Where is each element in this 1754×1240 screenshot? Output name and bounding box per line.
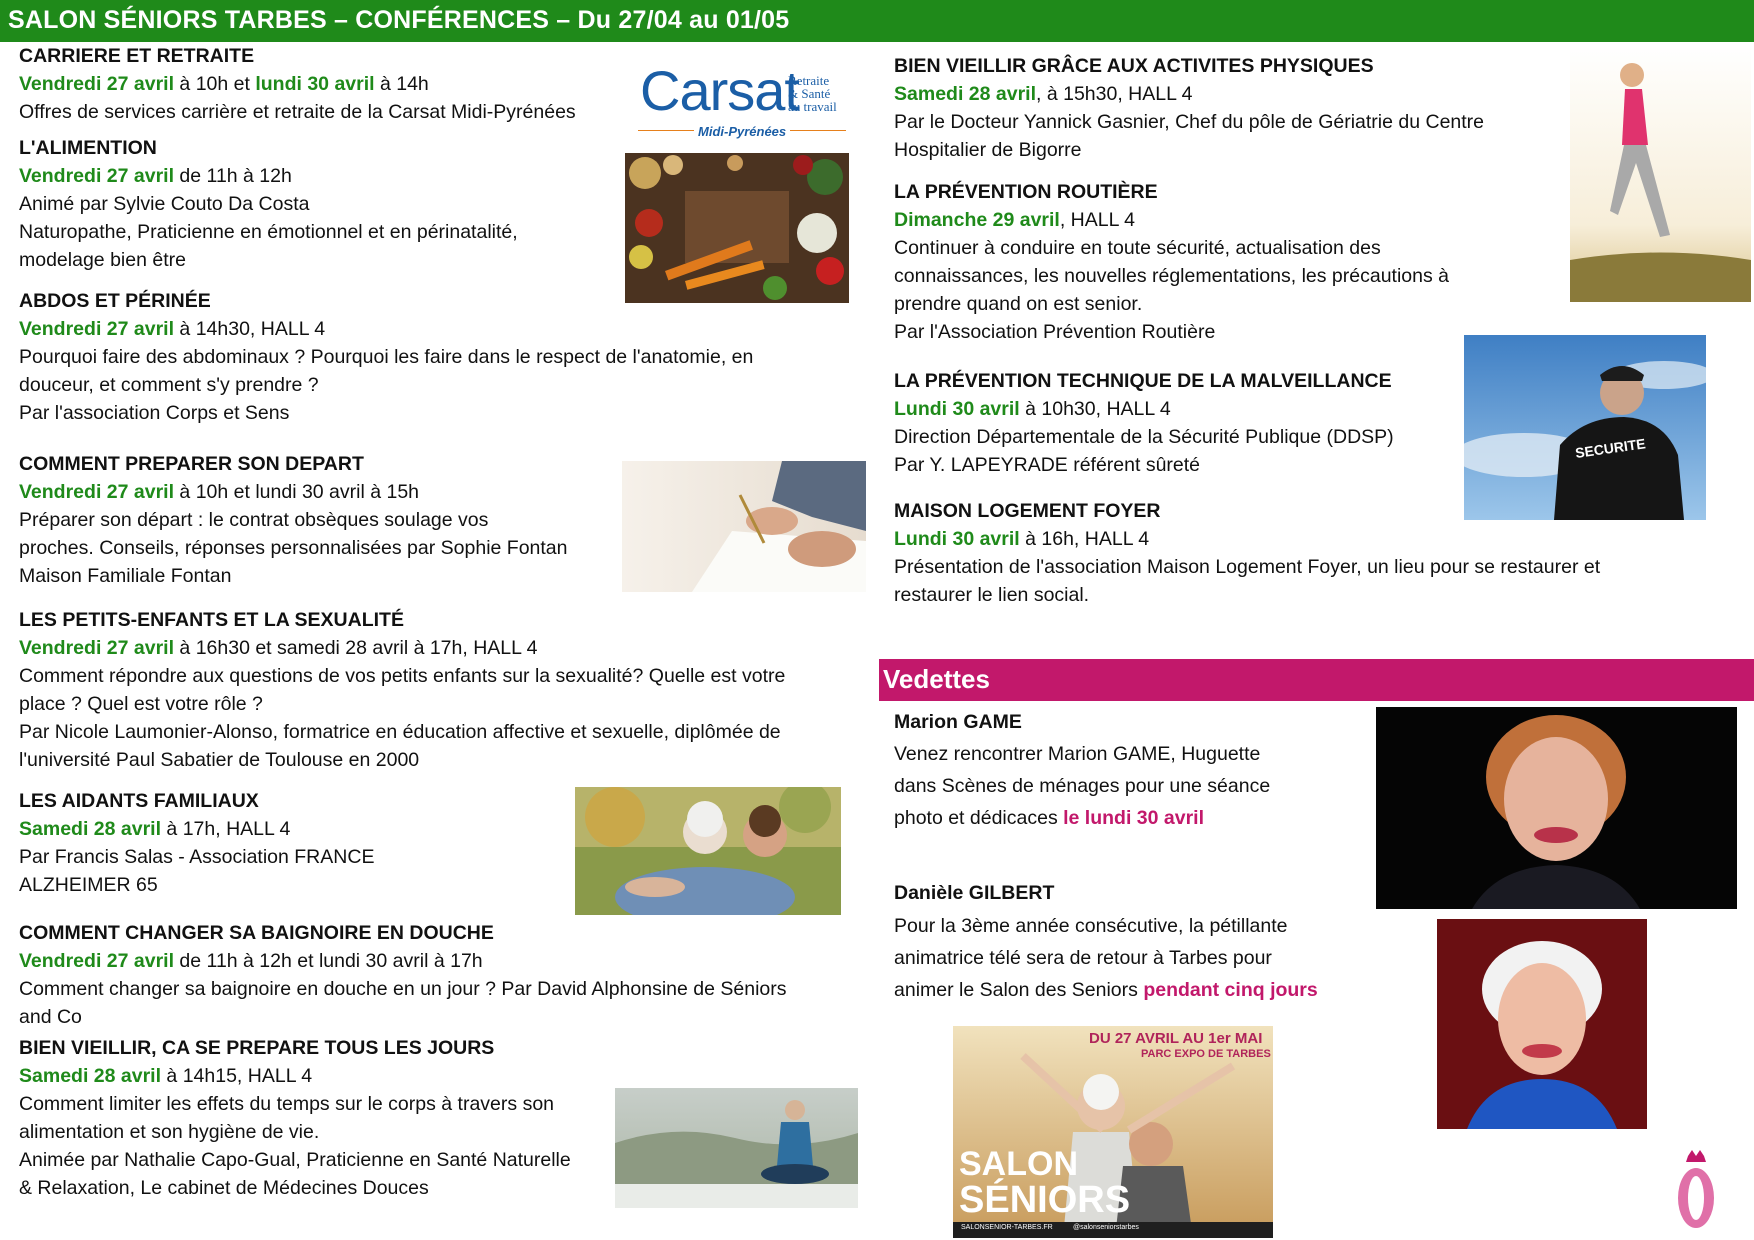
daniele-line2: animatrice télé sera de retour à Tarbes pour [894,947,1272,969]
yoga-photo [615,1088,858,1208]
daniele-line3: animer le Salon des Seniors pendant cinq jours [894,979,1318,1001]
maison-line1: Présentation de l'association Maison Logement Foyer, un lieu pour se restaurer et [894,556,1601,578]
carsat-logo: Carsat Retraite & Santé au travail Midi-Pyrénées [638,64,846,144]
vieillir-title: BIEN VIEILLIR, CA SE PREPARE TOUS LES JOURS [19,1037,495,1059]
malveillance-line1: Direction Départementale de la Sécurité Publique (DDSP) [894,426,1394,448]
marion-line1: Venez rencontrer Marion GAME, Huguette [894,743,1261,765]
baignoire-title: COMMENT CHANGER SA BAIGNOIRE EN DOUCHE [19,922,494,944]
baignoire-date: Vendredi 27 avril de 11h à 12h et lundi 30 avril à 17h [19,950,483,972]
depart-title: COMMENT PREPARER SON DEPART [19,453,364,475]
maison-title: MAISON LOGEMENT FOYER [894,500,1161,522]
alimentation-line1: Animé par Sylvie Couto Da Costa [19,193,310,215]
abdos-date: Vendredi 27 avril à 14h30, HALL 4 [19,318,326,340]
alimentation-date: Vendredi 27 avril de 11h à 12h [19,165,292,187]
petits-date: Vendredi 27 avril à 16h30 et samedi 28 avril à 17h, HALL 4 [19,637,538,659]
abdos-line1: Pourquoi faire des abdominaux ? Pourquoi les faire dans le respect de l'anatomie, en [19,346,754,368]
abdos-line2: douceur, et comment s'y prendre ? [19,374,319,396]
petits-line4: l'université Paul Sabatier de Toulouse en 2000 [19,749,420,771]
routiere-title: LA PRÉVENTION ROUTIÈRE [894,181,1158,203]
security-photo [1464,335,1706,520]
vieillir-line1: Comment limiter les effets du temps sur le corps à travers son [19,1093,555,1115]
routiere-line4: Par l'Association Prévention Routière [894,321,1216,343]
depart-line1: Préparer son départ : le contrat obsèques soulage vos [19,509,489,531]
activites-date: Samedi 28 avril, à 15h30, HALL 4 [894,83,1193,105]
vieillir-line3: Animée par Nathalie Capo-Gual, Praticienne en Santé Naturelle [19,1149,571,1171]
daniele-line1: Pour la 3ème année consécutive, la pétillante [894,915,1288,937]
petits-line3: Par Nicole Laumonier-Alonso, formatrice en éducation affective et sexuelle, diplômée de [19,721,781,743]
daniele-name: Danièle GILBERT [894,882,1055,904]
routiere-date: Dimanche 29 avril, HALL 4 [894,209,1135,231]
daniele-photo [1437,919,1647,1129]
alimentation-line2: Naturopathe, Praticienne en émotionnel et en périnatalité, [19,221,518,243]
maison-line2: restaurer le lien social. [894,584,1090,606]
vieillir-date: Samedi 28 avril à 14h15, HALL 4 [19,1065,313,1087]
abdos-title: ABDOS ET PÉRINÉE [19,290,211,312]
marion-name: Marion GAME [894,711,1022,733]
runner-photo [1570,45,1751,302]
aidants-date: Samedi 28 avril à 17h, HALL 4 [19,818,291,840]
activites-line1: Par le Docteur Yannick Gasnier, Chef du pôle de Gériatrie du Centre [894,111,1485,133]
routiere-line1: Continuer à conduire en toute sécurité, actualisation des [894,237,1381,259]
carriere-title: CARRIERE ET RETRAITE [19,45,255,67]
depart-date: Vendredi 27 avril à 10h et lundi 30 avril à 15h [19,481,420,503]
svg-text:SECURITE: SECURITE [1574,435,1647,461]
alimentation-title: L'ALIMENTION [19,137,157,159]
activites-title: BIEN VIEILLIR GRÂCE AUX ACTIVITES PHYSIQUES [894,55,1374,77]
aidants-title: LES AIDANTS FAMILIAUX [19,790,259,812]
aidants-line1: Par Francis Salas - Association FRANCE [19,846,375,868]
vedettes-title: Vedettes [883,664,990,694]
vedettes-header [879,659,1754,701]
page-title: SALON SÉNIORS TARBES – CONFÉRENCES – Du 27/04 au 01/05 [8,6,790,34]
vieillir-line4: & Relaxation, Le cabinet de Médecines Douces [19,1177,429,1199]
carriere-date: Vendredi 27 avril à 10h et lundi 30 avril à 14h [19,73,429,95]
aidants-line2: ALZHEIMER 65 [19,874,158,896]
routiere-line3: prendre quand on est senior. [894,293,1143,315]
header-bar [0,0,1754,42]
carriere-desc: Offres de services carrière et retraite de la Carsat Midi-Pyrénées [19,101,576,123]
salon-poster: DU 27 AVRIL AU 1er MAI PARC EXPO DE TARBES SALON SÉNIORS SALONSENIOR-TARBES.FR @salonseniorstarbes [953,1026,1273,1238]
writing-hand-photo [622,461,866,592]
depart-line3: Maison Familiale Fontan [19,565,232,587]
abdos-line3: Par l'association Corps et Sens [19,402,290,424]
petits-line2: place ? Quel est votre rôle ? [19,693,263,715]
petits-title: LES PETITS-ENFANTS ET LA SEXUALITÉ [19,609,404,631]
maison-date: Lundi 30 avril à 16h, HALL 4 [894,528,1150,550]
activites-line2: Hospitalier de Bigorre [894,139,1082,161]
malveillance-line2: Par Y. LAPEYRADE référent sûreté [894,454,1201,476]
depart-line2: proches. Conseils, réponses personnalisées par Sophie Fontan [19,537,568,559]
petits-line1: Comment répondre aux questions de vos petits enfants sur la sexualité? Quelle est votre [19,665,786,687]
vegetables-photo [625,153,849,303]
vieillir-line2: alimentation et son hygiène de vie. [19,1121,320,1143]
malveillance-title: LA PRÉVENTION TECHNIQUE DE LA MALVEILLANCE [894,370,1392,392]
baignoire-line2: and Co [19,1006,82,1028]
marion-line2: dans Scènes de ménages pour une séance [894,775,1271,797]
routiere-line2: connaissances, les nouvelles réglementations, les précautions à [894,265,1449,287]
aidants-photo [575,787,841,915]
marion-photo [1376,707,1737,909]
malveillance-date: Lundi 30 avril à 10h30, HALL 4 [894,398,1171,420]
brand-mascot-icon [1674,1150,1718,1230]
baignoire-line1: Comment changer sa baignoire en douche en un jour ? Par David Alphonsine de Séniors [19,978,787,1000]
alimentation-line3: modelage bien être [19,249,186,271]
marion-line3: photo et dédicaces le lundi 30 avril [894,807,1205,829]
